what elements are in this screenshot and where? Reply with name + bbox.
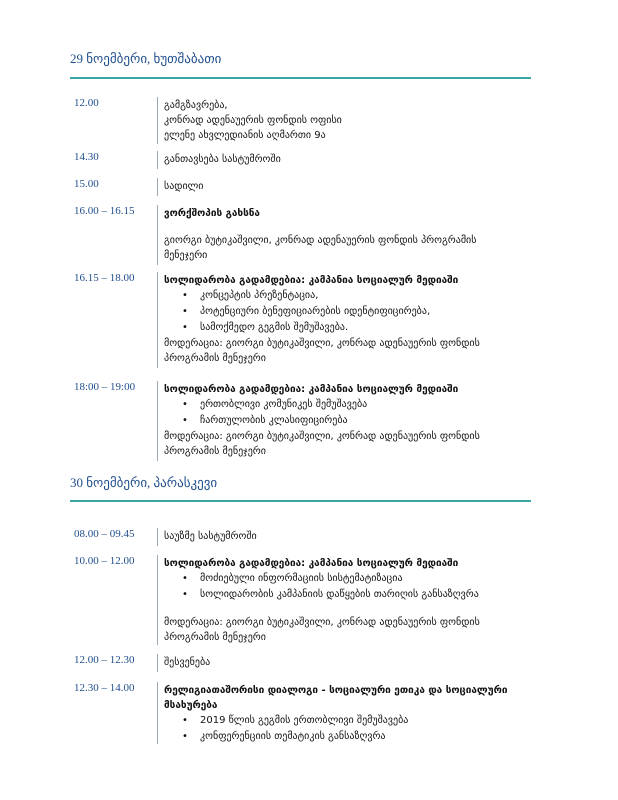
schedule-details: [164, 382, 534, 459]
schedule-time: 12.30 – 14.00: [74, 682, 135, 694]
row-divider: [157, 178, 158, 196]
bullet-dot: •: [182, 589, 188, 600]
bullet-item: • ერთობლივი კომუნიკეს შემუშავება: [164, 397, 534, 413]
bullet-item: • კონცეპტის პრეზენტაცია,: [164, 288, 534, 304]
detail-line: კონრად ადენაუერის ფონდის ოფისი: [164, 115, 342, 126]
bullet-dot: •: [182, 731, 188, 742]
row-divider: [157, 555, 158, 645]
session-bullet-list: [164, 288, 534, 336]
schedule-details: [164, 683, 534, 745]
row-divider: [157, 97, 158, 144]
moderator-line: მოდერაცია: გიორგი ბუტიკაშვილი, კონრად ადენაუერის ფონდის: [164, 431, 480, 442]
session-heading: სოლიდარობა გადამდებია: კამპანია სოციალურ მედიაში: [164, 558, 459, 569]
schedule-time: 12.00 – 12.30: [74, 654, 135, 666]
session-heading: რელიგიათაშორისი დიალოგი - სოციალური ეთიკა და სოციალური: [164, 685, 508, 696]
bullet-dot: •: [182, 399, 188, 410]
bullet-item: • 2019 წლის გეგმის ერთობლივი შემუშავება: [164, 713, 534, 729]
day-title: 29 ნოემბერი, ხუთშაბათი: [70, 51, 222, 66]
detail-line: მენეჯერი: [164, 250, 208, 261]
schedule-details: [164, 556, 534, 645]
row-divider: [157, 205, 158, 265]
schedule-details: [164, 273, 534, 366]
day-divider: [70, 77, 531, 79]
bullet-item: • სოლიდარობის კამპანიის დაწყების თარიღის განსაზღვრა: [164, 587, 534, 603]
row-divider: [157, 381, 158, 461]
moderator-line: პროგრამის მენეჯერი: [164, 353, 266, 364]
detail-line: ელენე ახვლედიანის აღმართი 9ა: [164, 130, 326, 141]
session-heading: სოლიდარობა გადამდებია: კამპანია სოციალურ მედიაში: [164, 275, 459, 286]
bullet-dot: •: [182, 306, 188, 317]
session-heading: ვორქშოპის გახსნა: [164, 208, 260, 219]
schedule-time: 16.00 – 16.15: [74, 205, 135, 217]
schedule-details: [164, 529, 534, 544]
bullet-dot: •: [182, 322, 188, 333]
session-heading: სოლიდარობა გადამდებია: კამპანია სოციალურ მედიაში: [164, 384, 459, 395]
bullet-item: • კონფერენციის თემატიკის განსაზღვრა: [164, 729, 534, 745]
moderator-line: პროგრამის მენეჯერი: [164, 446, 266, 457]
moderator-line: მოდერაცია: გიორგი ბუტიკაშვილი, კონრად ადენაუერის ფონდის: [164, 617, 480, 628]
moderator-line: მოდერაცია: გიორგი ბუტიკაშვილი, კონრად ადენაუერის ფონდის: [164, 338, 480, 349]
bullet-item: • მოძიებული ინფორმაციის სისტემატიზაცია: [164, 571, 534, 587]
bullet-dot: •: [182, 290, 188, 301]
schedule-details: [164, 152, 534, 167]
bullet-item: • ჩართულობის კლასიფიცირება: [164, 413, 534, 429]
day-title: 30 ნოემბერი, პარასკევი: [70, 475, 218, 490]
schedule-details: [164, 655, 534, 670]
row-divider: [157, 654, 158, 672]
moderator-line: პროგრამის მენეჯერი: [164, 632, 266, 643]
row-divider: [157, 151, 158, 169]
row-divider: [157, 528, 158, 546]
session-heading: მსახურება: [164, 700, 218, 711]
schedule-details: [164, 206, 534, 263]
detail-line: გამგზავრება,: [164, 100, 228, 111]
session-bullet-list: [164, 713, 534, 745]
day-divider: [70, 500, 531, 502]
schedule-time: 14.30: [74, 151, 99, 163]
schedule-time: 12.00: [74, 97, 99, 109]
bullet-dot: •: [182, 715, 188, 726]
row-divider: [157, 682, 158, 744]
bullet-dot: •: [182, 573, 188, 584]
schedule-details: [164, 98, 534, 143]
schedule-time: 08.00 – 09.45: [74, 528, 135, 540]
detail-line: განთავსება სასტუმროში: [164, 154, 281, 165]
detail-line: საუზმე სასტუმროში: [164, 531, 257, 542]
schedule-time: 10.00 – 12.00: [74, 555, 135, 567]
schedule-time: 15.00: [74, 178, 99, 190]
detail-line: სადილი: [164, 181, 204, 192]
schedule-details: [164, 179, 534, 194]
detail-line: გიორგი ბუტიკაშვილი, კონრად ადენაუერის ფონდის პროგრამის: [164, 235, 477, 246]
detail-line: შესვენება: [164, 657, 211, 668]
bullet-dot: •: [182, 415, 188, 426]
bullet-item: • სამოქმედო გეგმის შემუშავება.: [164, 320, 534, 336]
row-divider: [157, 272, 158, 368]
schedule-time: 16.15 – 18.00: [74, 272, 135, 284]
schedule-time: 18:00 – 19:00: [74, 381, 136, 393]
session-bullet-list: [164, 397, 534, 429]
bullet-item: • პოტენციური ბენეფიციარების იდენტიფიცირება,: [164, 304, 534, 320]
session-bullet-list: [164, 571, 534, 603]
